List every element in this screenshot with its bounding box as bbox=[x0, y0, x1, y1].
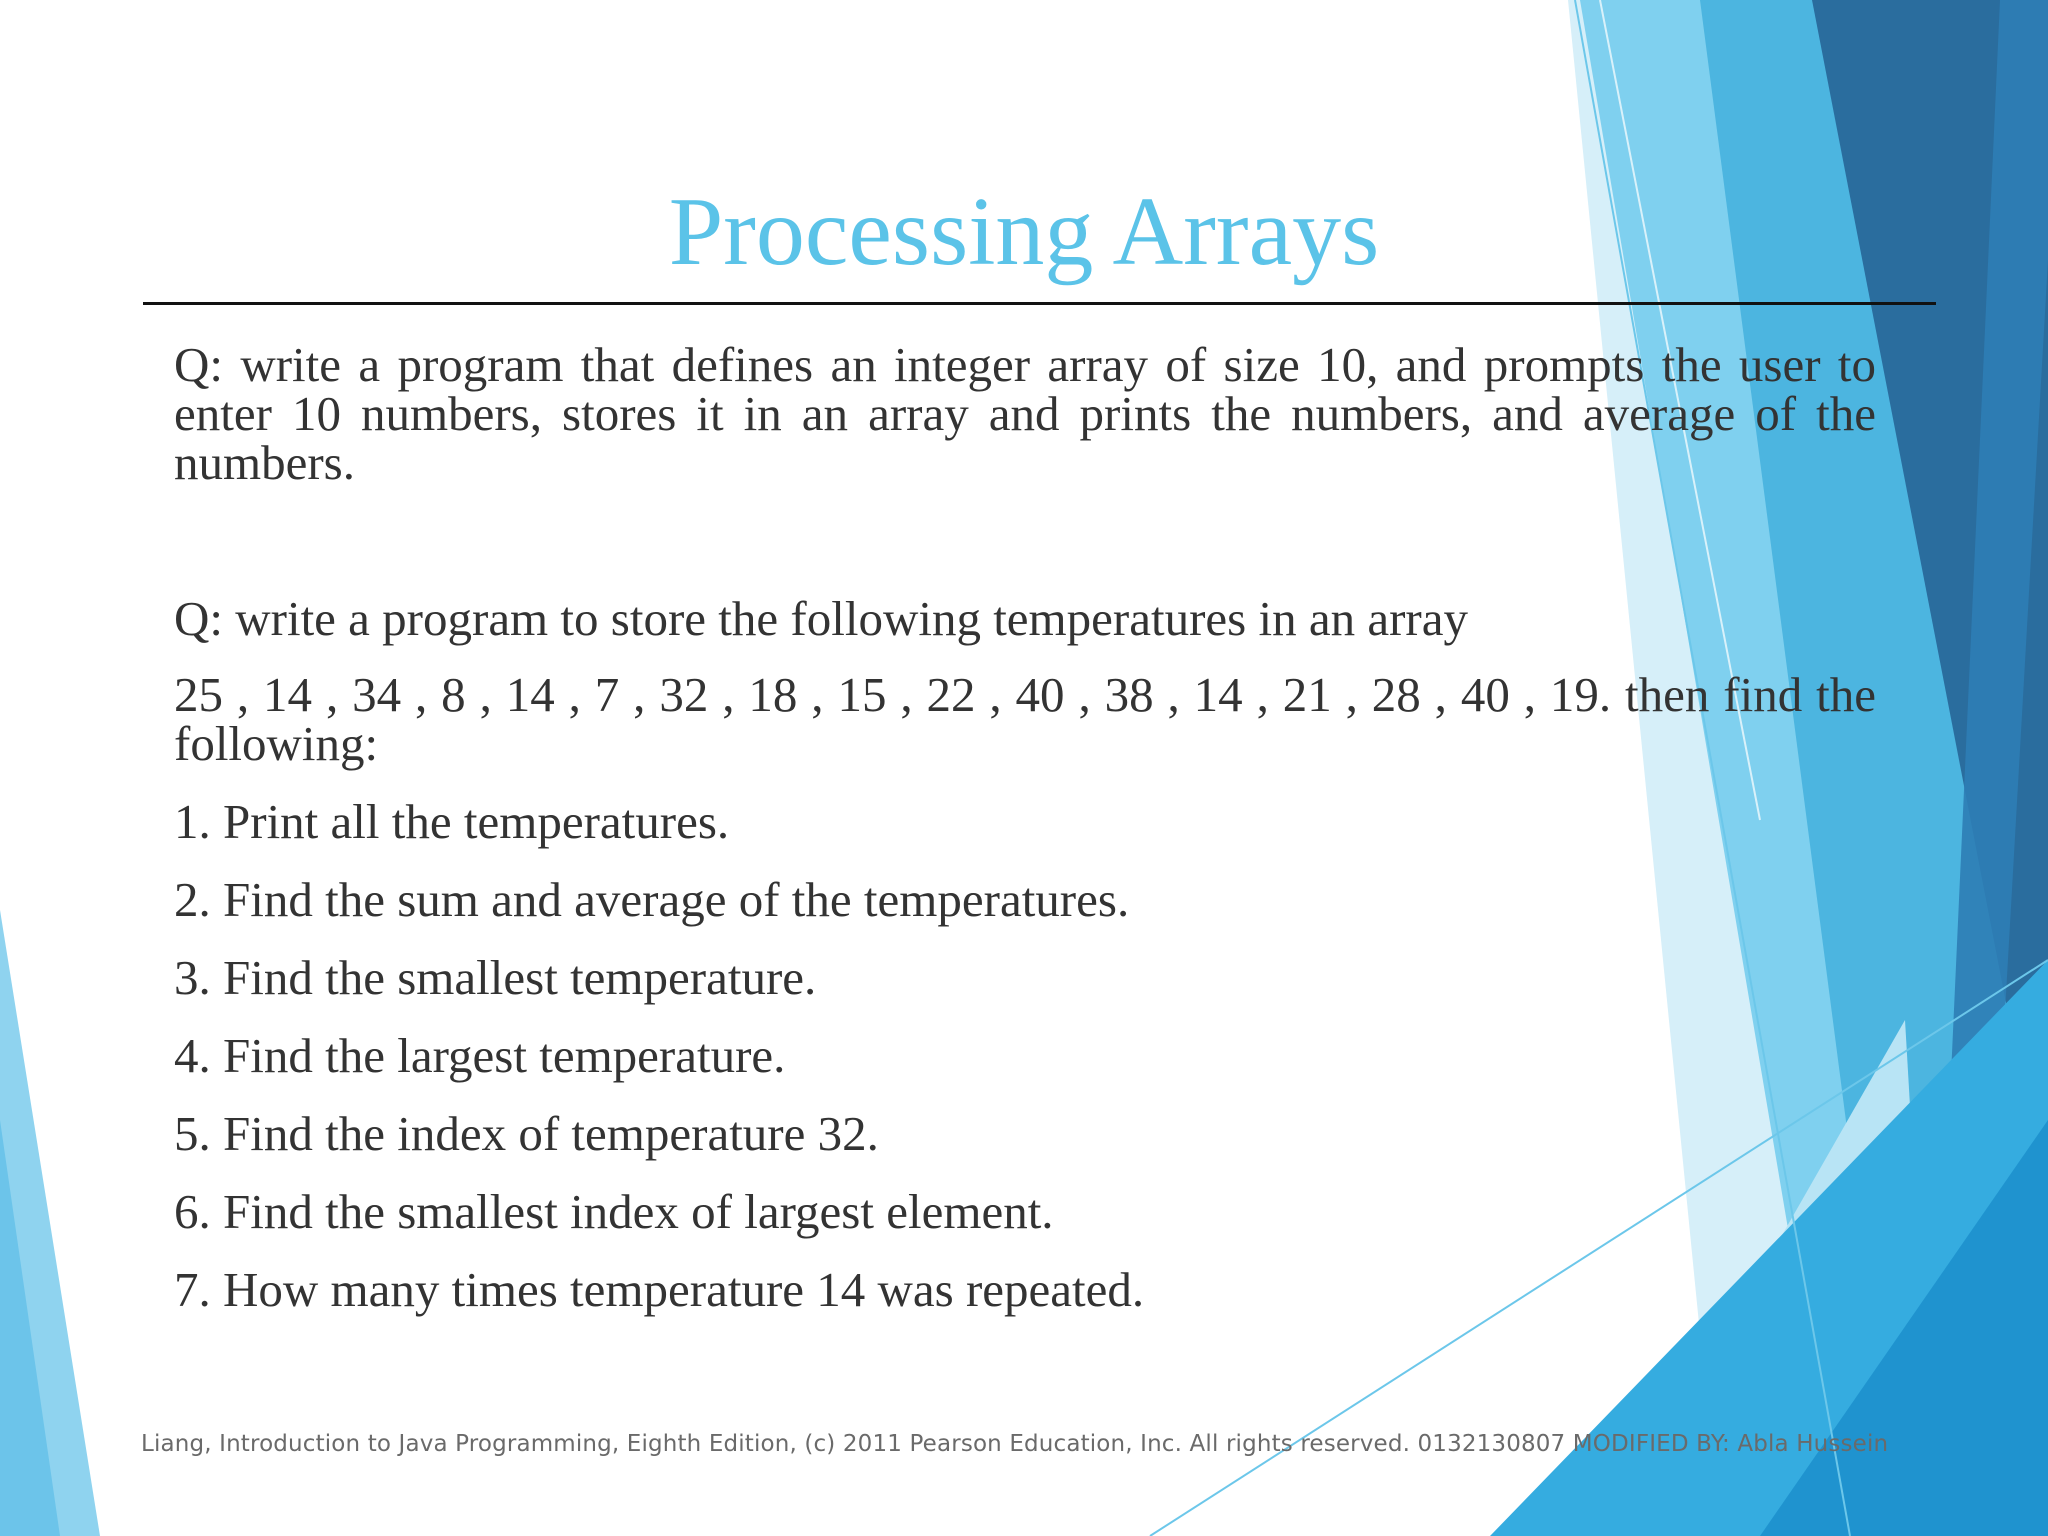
task-item-3: 3. Find the smallest temperature. bbox=[174, 950, 817, 1005]
title-divider bbox=[143, 302, 1936, 305]
question-2-values: 25 , 14 , 34 , 8 , 14 , 7 , 32 , 18 , 15 , 22 , 40 , 38 , 14 , 21 , 28 , 40 , 19. then find the following: bbox=[174, 667, 1876, 771]
slide-footer: Liang, Introduction to Java Programming, Eighth Edition, (c) 2011 Pearson Education, Inc. All rights reserved. 0132130807 MODIFIED BY: Abla Hussein bbox=[141, 1431, 1889, 1457]
question-2-intro: Q: write a program to store the following temperatures in an array bbox=[174, 591, 1468, 646]
task-item-2: 2. Find the sum and average of the temperatures. bbox=[174, 872, 1130, 927]
slide-title: Processing Arrays bbox=[668, 178, 1380, 286]
slide-body bbox=[174, 337, 1876, 1317]
task-item-7: 7. How many times temperature 14 was repeated. bbox=[174, 1262, 1145, 1317]
task-item-1: 1. Print all the temperatures. bbox=[174, 794, 730, 849]
task-item-6: 6. Find the smallest index of largest element. bbox=[174, 1184, 1054, 1239]
task-item-4: 4. Find the largest temperature. bbox=[174, 1028, 786, 1083]
question-1: Q: write a program that defines an integer array of size 10, and prompts the user to enter 10 numbers, stores it in an array and prints the numbers, and average of the numbers. bbox=[174, 337, 1876, 490]
task-item-5: 5. Find the index of temperature 32. bbox=[174, 1106, 879, 1161]
